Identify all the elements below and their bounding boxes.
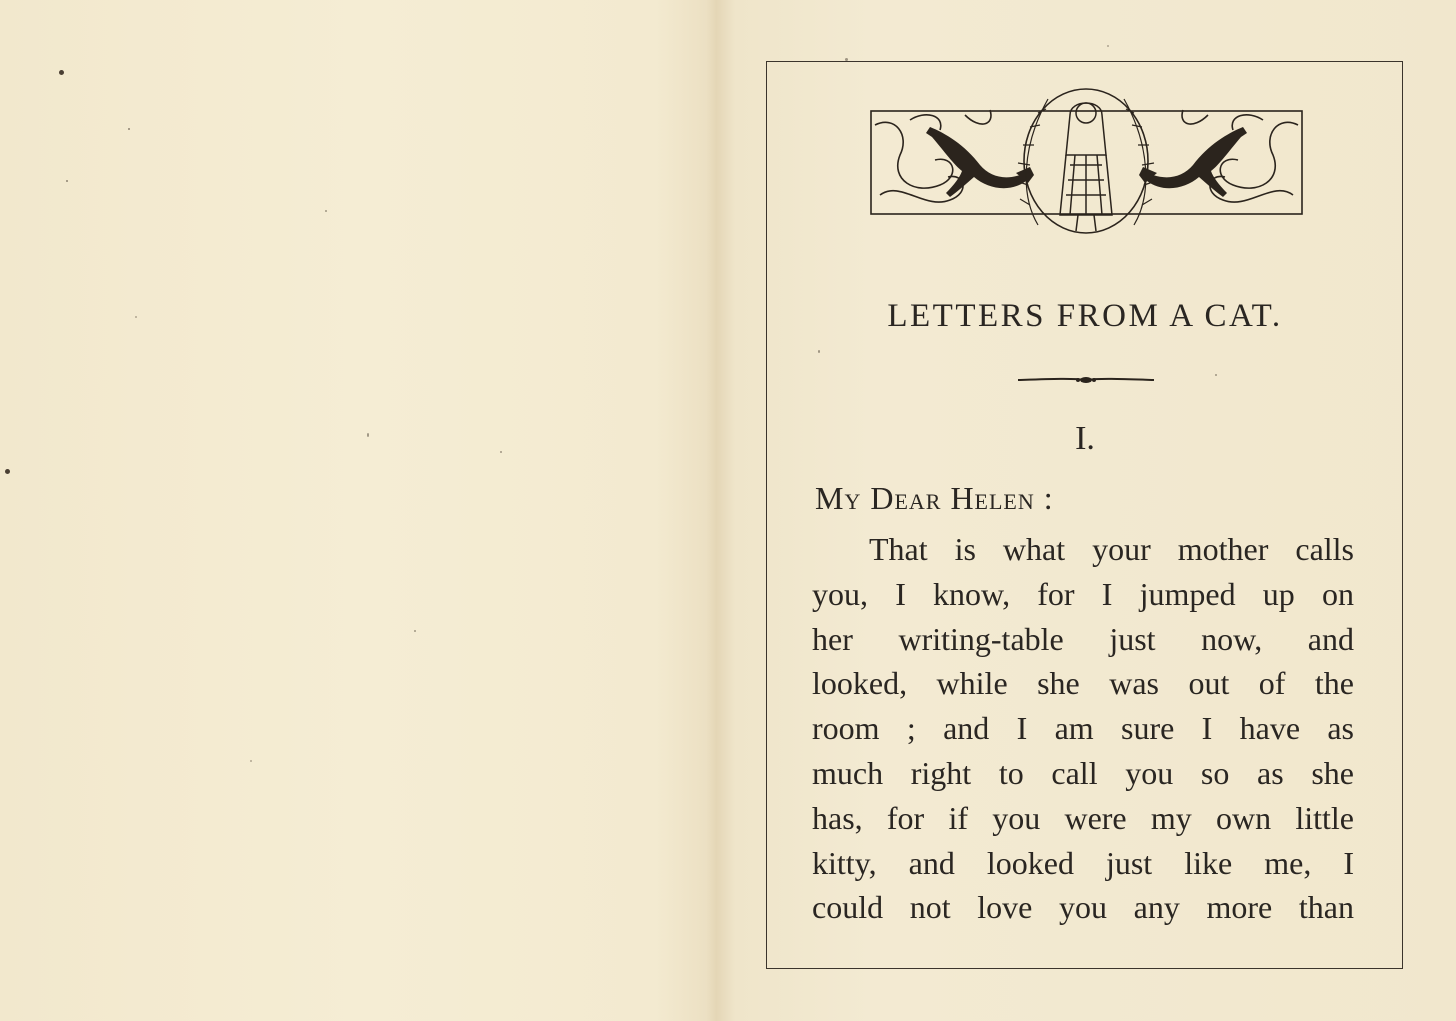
paper-speck xyxy=(5,469,10,474)
text-line: you, I know, for I jumped up on xyxy=(812,575,1354,612)
ornamental-rule-icon xyxy=(1018,370,1154,390)
paper-speck xyxy=(367,433,369,437)
paper-speck xyxy=(66,180,68,182)
paper-speck xyxy=(128,128,130,130)
paper-speck xyxy=(325,210,327,212)
chapter-number: I. xyxy=(1075,420,1095,457)
text-line: looked, while she was out of the xyxy=(812,665,1354,702)
text-line: kitty, and looked just like me, I xyxy=(812,844,1354,881)
text-line: much right to call you so as she xyxy=(812,754,1354,791)
letter-body xyxy=(812,527,1354,930)
text-line: could not love you any more than xyxy=(812,889,1354,926)
paper-speck xyxy=(59,70,64,75)
cat-and-girl-ornament-icon xyxy=(870,85,1303,237)
text-line: That is what your mother calls xyxy=(869,531,1354,567)
letter-salutation: My Dear Helen : xyxy=(815,480,1054,516)
page-title: LETTERS FROM A CAT. xyxy=(887,298,1283,334)
paper-speck xyxy=(1107,45,1109,47)
paper-speck xyxy=(500,451,502,453)
paper-speck xyxy=(414,630,416,632)
text-line: room ; and I am sure I have as xyxy=(812,710,1354,747)
paper-speck xyxy=(135,316,137,318)
left-page-blank xyxy=(0,0,712,1021)
text-line: has, for if you were my own little xyxy=(812,799,1354,836)
text-line: her writing-table just now, and xyxy=(812,620,1354,657)
paper-speck xyxy=(250,760,252,762)
